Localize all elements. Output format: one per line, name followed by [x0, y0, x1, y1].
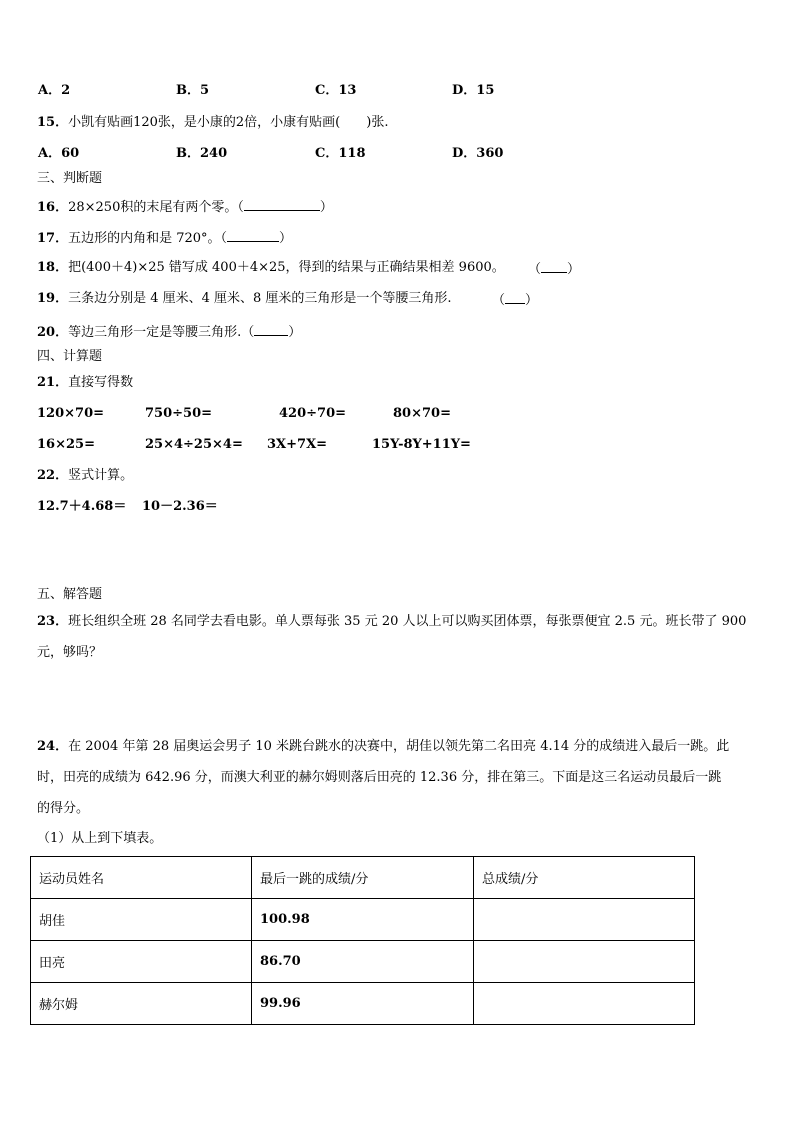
q23-question-line1 [37, 614, 746, 630]
q21-expression: 750÷50= [145, 406, 213, 421]
q23-text-line1: 班长组织全班 28 名同学去看电影。单人票每张 35 元 20 人以上可以购买团体票，每张票便宜 2.5 元。班长带了 900 [68, 614, 747, 629]
table-header: 运动员姓名 [31, 857, 252, 899]
q24-question-line1 [37, 739, 729, 755]
table-header: 最后一跳的成绩/分 [252, 857, 474, 899]
q15-option-b: B．240 [176, 146, 228, 161]
q21-expression: 420÷70= [279, 406, 347, 421]
q22-text: 竖式计算。 [68, 468, 134, 483]
q17-close: ） [279, 231, 293, 246]
athlete-name: 赫尔姆 [31, 983, 252, 1025]
q18-answer [528, 260, 580, 278]
q23-text-line2: 元，够吗？ [37, 645, 103, 660]
q18-answer-blank[interactable] [541, 260, 567, 273]
q16-number: 16． [37, 200, 69, 215]
section-5-heading: 五、解答题 [37, 587, 103, 602]
q24-text-line1: 在 2004 年第 28 届奥运会男子 10 米跳台跳水的决赛中，胡佳以领先第二名田亮 4.14 分的成绩进入最后一跳。此 [68, 739, 730, 754]
q20-close: ） [288, 325, 302, 340]
table-row [31, 983, 695, 1025]
q24-number: 24． [37, 739, 69, 754]
q17-question [37, 229, 292, 247]
q15-option-d: D．360 [452, 146, 504, 161]
q20-text: 等边三角形一定是等腰三角形.（ [68, 325, 255, 340]
q16-text: 28×250积的末尾有两个零。（ [68, 200, 244, 215]
q21-text: 直接写得数 [68, 375, 134, 390]
q15-text-b: )张. [366, 115, 389, 130]
q22-expression: 12.7＋4.68＝ [37, 499, 127, 514]
q18-number: 18． [37, 260, 69, 275]
q18-text: 把(400＋4)×25 错写成 400＋4×25，得到的结果与正确结果相差 9600。 [68, 260, 505, 275]
athlete-name: 胡佳 [31, 899, 252, 941]
last-dive-score: 100.98 [252, 899, 474, 941]
q17-answer-blank[interactable] [227, 229, 279, 242]
last-dive-score: 86.70 [252, 941, 474, 983]
q18-open: （ [528, 262, 542, 277]
q19-answer-blank[interactable] [505, 291, 525, 304]
q19-question [37, 291, 452, 307]
q20-question [37, 323, 301, 341]
q17-text: 五边形的内角和是 720°。（ [68, 231, 228, 246]
q19-open: （ [492, 293, 506, 308]
q23-number: 23． [37, 614, 69, 629]
q17-number: 17． [37, 231, 69, 246]
q21-expression: 16×25= [37, 437, 95, 452]
q24-text-line2: 时，田亮的成绩为 642.96 分，而澳大利亚的赫尔姆则落后田亮的 12.36 分，排在第三。下面是这三名运动员最后一跳 [37, 770, 722, 785]
q14-option-d: D．15 [452, 83, 495, 98]
section-4-heading: 四、计算题 [37, 349, 103, 364]
score-table [30, 856, 695, 1025]
q16-close: ） [319, 200, 333, 215]
q15-option-c: C．118 [315, 146, 366, 161]
q21-expression: 3X+7X= [267, 437, 328, 452]
q21-expression: 15Y-8Y+11Y= [372, 437, 471, 452]
q24-text-line3: 的得分。 [37, 801, 90, 816]
q20-number: 20． [37, 325, 69, 340]
q15-option-a: A．60 [38, 146, 80, 161]
section-3-heading: 三、判断题 [37, 171, 103, 186]
q14-option-c: C．13 [315, 83, 357, 98]
q15-question [37, 115, 388, 131]
total-score-cell[interactable] [474, 941, 695, 983]
last-dive-score: 99.96 [252, 983, 474, 1025]
q21-question [37, 375, 133, 391]
q19-answer [492, 291, 538, 309]
table-row [31, 899, 695, 941]
q18-close: ） [567, 262, 581, 277]
q21-number: 21． [37, 375, 69, 390]
q19-number: 19． [37, 291, 69, 306]
q24-sub-question-1: （1）从上到下填表。 [37, 831, 163, 846]
q21-expression: 120×70= [37, 406, 105, 421]
total-score-cell[interactable] [474, 983, 695, 1025]
q19-close: ） [525, 293, 539, 308]
q20-answer-blank[interactable] [254, 323, 288, 336]
q16-answer-blank[interactable] [244, 198, 320, 211]
q22-question [37, 468, 133, 484]
q19-text: 三条边分别是 4 厘米、4 厘米、8 厘米的三角形是一个等腰三角形. [68, 291, 452, 306]
table-header: 总成绩/分 [474, 857, 695, 899]
table-header-row [31, 857, 695, 899]
q22-number: 22． [37, 468, 69, 483]
q22-expression: 10－2.36＝ [142, 499, 218, 514]
q14-option-b: B．5 [176, 83, 210, 98]
q15-number: 15． [37, 115, 69, 130]
table-row [31, 941, 695, 983]
q18-question [37, 260, 505, 276]
total-score-cell[interactable] [474, 899, 695, 941]
q21-expression: 80×70= [393, 406, 451, 421]
athlete-name: 田亮 [31, 941, 252, 983]
q16-question [37, 198, 333, 216]
q21-expression: 25×4÷25×4= [145, 437, 243, 452]
q14-option-a: A．2 [38, 83, 71, 98]
q15-text-a: 小凯有贴画120张，是小康的2倍，小康有贴画( [68, 115, 341, 130]
